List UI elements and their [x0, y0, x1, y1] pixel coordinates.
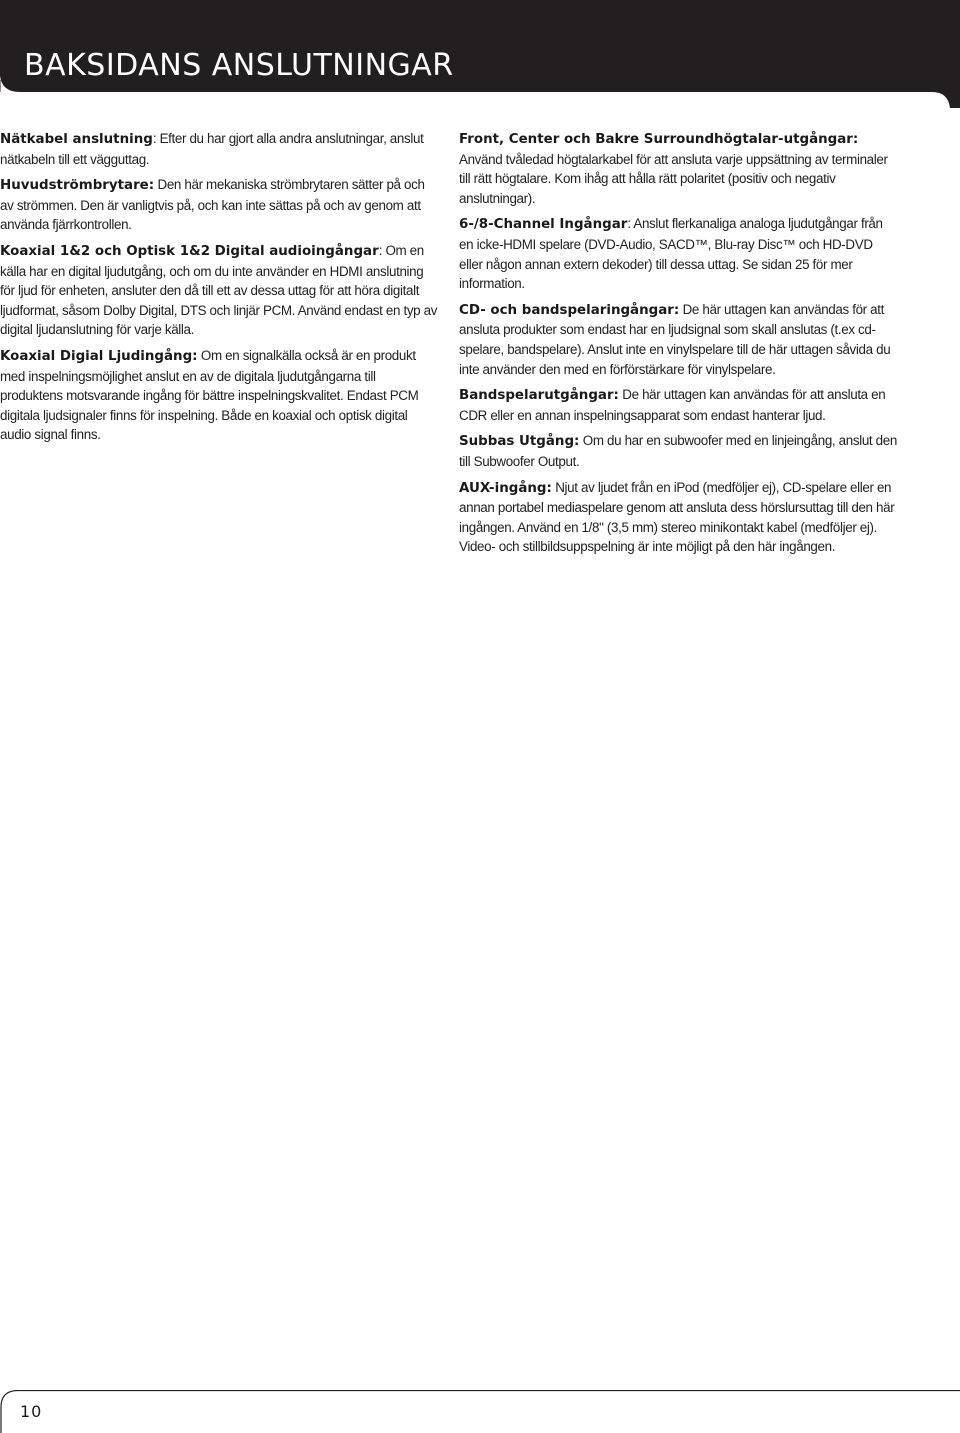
- page-title: BAKSIDANS ANSLUTNINGAR: [24, 48, 454, 83]
- paragraph-bandspelarutgangar: [459, 385, 899, 425]
- right-column: [459, 129, 899, 563]
- term-koaxial-ljudingang: Koaxial Digial Ljudingång:: [0, 348, 198, 364]
- term-subbas: Subbas Utgång:: [459, 434, 580, 450]
- separator: :: [378, 242, 386, 258]
- description-bandspelarutgangar: De här uttagen kan användas för att ansluta en CDR eller en annan inspelningsapparat som endast hanterar ljud.: [459, 387, 886, 423]
- paragraph-koaxial-ljudingang: [0, 346, 440, 445]
- paragraph-hogtalarutgangar: [459, 129, 899, 208]
- page-header: [0, 0, 960, 108]
- paragraph-aux: [459, 478, 899, 557]
- paragraph-cd-bandspelare: [459, 300, 899, 379]
- term-huvudstrombrytare: Huvudströmbrytare:: [0, 178, 155, 194]
- separator: :: [627, 216, 634, 232]
- separator: :: [152, 131, 160, 146]
- paragraph-natkabel: [0, 129, 440, 169]
- paragraph-koaxial-optisk: [0, 241, 440, 340]
- description-huvudstrombrytare: Den här mekaniska strömbrytaren sätter på och av strömmen. Den är vanligtvis på, och kan inte sättas på och av genom att använda fjärrkontrollen.: [0, 177, 425, 233]
- term-bandspelarutgangar: Bandspelarutgångar:: [459, 388, 619, 404]
- paragraph-subbas: [459, 431, 899, 471]
- description-aux: Njut av ljudet från en iPod (medföljer ej), CD-spelare eller en annan portabel mediaspelare genom att ansluta dess hörslursuttag till den här ingången. Använd en 1/8" (3,5 mm) stereo minikontakt kabel (medföljer ej). Video- och stillbildsuppspelning är inte möjligt på den här ingången.: [459, 479, 895, 555]
- paragraph-multichannel: [459, 214, 899, 293]
- term-cd-bandspelare: CD- och bandspelaringångar:: [459, 302, 680, 318]
- term-koaxial-optisk: Koaxial 1&2 och Optisk 1&2 Digital audioingångar: [0, 243, 379, 259]
- description-natkabel: Efter du har gjort alla andra anslutningar, anslut nätkabeln till ett vägguttag.: [0, 131, 424, 167]
- page-number: 10: [20, 1402, 43, 1421]
- footer-frame-shape: [0, 1390, 960, 1433]
- term-hogtalarutgangar: Front, Center och Bakre Surroundhögtalar-utgångar:: [459, 132, 859, 147]
- description-multichannel: Anslut flerkanaliga analoga ljudutgångar från en icke-HDMI spelare (DVD-Audio, SACD™, Blu-ray Disc™ och HD-DVD eller någon annan extern dekoder) till dessa uttag. Se sidan 25 för mer information.: [459, 216, 883, 292]
- left-column: [0, 129, 440, 451]
- paragraph-huvudstrombrytare: [0, 175, 440, 235]
- description-cd-bandspelare: De här uttagen kan användas för att ansluta produkter som endast har en ljudsignal som skall anslutas (t.ex cd-spelare, bandspelare). Anslut inte en vinylspelare till de här uttagen såvida du inte använder den med en förförstärkare för vinylspelare.: [459, 301, 891, 377]
- description-subbas: Om du har en subwoofer med en linjeingång, anslut den till Subwoofer Output.: [459, 433, 897, 469]
- page-footer: [0, 1390, 960, 1433]
- term-natkabel: Nätkabel anslutning: [0, 132, 153, 147]
- description-koaxial-optisk: Om en källa har en digital ljudutgång, och om du inte använder en HDMI anslutning för ljud för enheten, ansluter den då till ett av dessa uttag för att höra digitalt ljudformat, såsom Dolby Digital, DTS och linjär PCM. Använd endast en typ av digital ljudanslutning för varje källa.: [0, 242, 438, 338]
- description-hogtalarutgangar: Använd tvåledad högtalarkabel för att ansluta varje uppsättning av terminaler till rätt högtalare. Kom ihåg att hålla rätt polaritet (positiv och negativ anslutningar).: [459, 151, 888, 206]
- description-koaxial-ljudingang: Om en signalkälla också är en produkt med inspelningsmöjlighet anslut en av de digitala ljudutgångarna till produktens motsvarande ingång för bättre inspelningskvalitet. Endast PCM digitala ljudsignaler finns för inspelning. Både en koaxial och optisk digital audio signal finns.: [0, 347, 419, 443]
- term-aux: AUX-ingång:: [459, 480, 552, 496]
- term-multichannel: 6-/8-Channel Ingångar: [459, 217, 628, 233]
